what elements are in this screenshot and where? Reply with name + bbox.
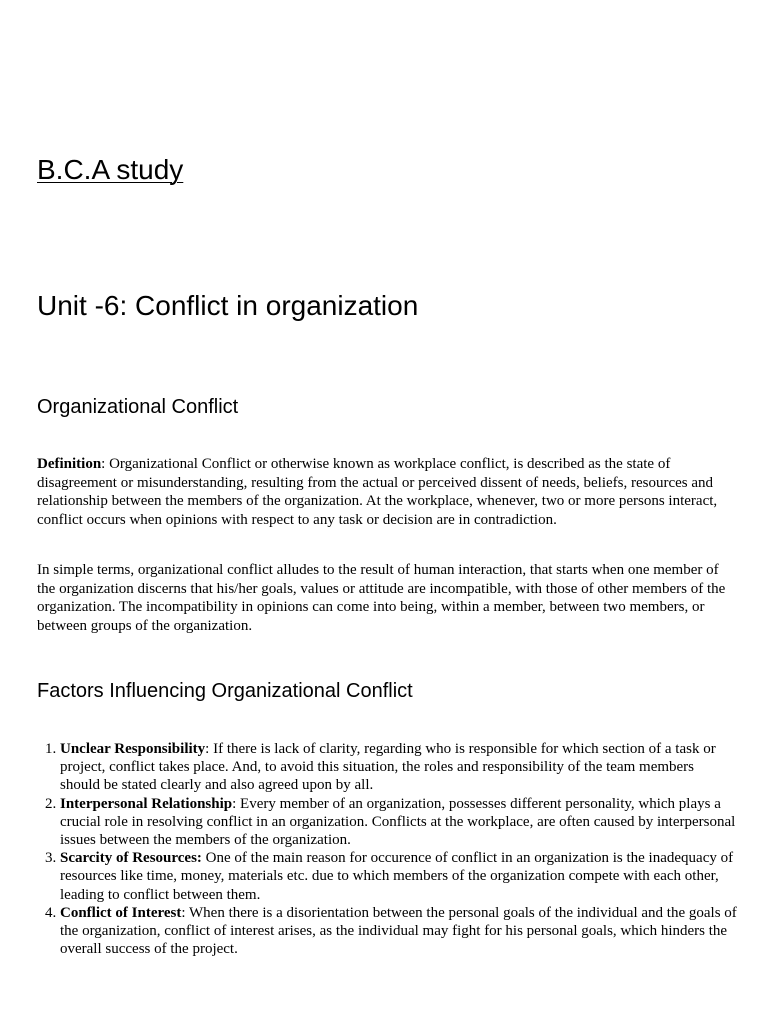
- factor-item-interpersonal-relationship: [60, 795, 737, 850]
- definition-paragraph: [37, 455, 737, 529]
- factor-text: : When there is a disorientation between the personal goals of the individual and the goals of the organization, conflict of interest arises, as the individual may fight for his personal goals, which hinders the overall success of the project.: [60, 904, 737, 958]
- factor-term: Unclear Responsibility: [60, 741, 206, 757]
- unit-title: Unit -6: Conflict in organization: [37, 290, 419, 321]
- section-heading-organizational-conflict: Organizational Conflict: [37, 396, 239, 418]
- factors-list: [37, 740, 737, 958]
- section-heading-factors: Factors Influencing Organizational Conflict: [37, 680, 413, 702]
- factor-term: Scarcity of Resources:: [60, 850, 202, 867]
- simple-terms-paragraph: In simple terms, organizational conflict alludes to the result of human interaction, that starts when one member of the organization discerns that his/her goals, values or attitude are incompatible, with those of other members of the organization. The incompatibility in opinions can come into being, within a member, between two members, or between groups of the organization.: [37, 562, 726, 634]
- definition-term: Definition: [37, 456, 102, 472]
- factor-term: Interpersonal Relationship: [60, 795, 233, 812]
- factor-item-scarcity-of-resources: [60, 849, 737, 904]
- factor-text: : Every member of an organization, possesses different personality, which plays a crucial role in resolving conflict in an organization. Conflicts at the workplace, are often caused by interpersonal issues between the members of the organization.: [60, 795, 736, 849]
- factor-item-conflict-of-interest: [60, 904, 737, 959]
- factor-text: One of the main reason for occurence of conflict in an organization is the inadequacy of resources like time, money, materials etc. due to which members of the organization compete with each other, leading to conflict between them.: [60, 850, 734, 903]
- definition-text: : Organizational Conflict or otherwise known as workplace conflict, is described as the state of disagreement or misunderstanding, resulting from the actual or perceived dissent of needs, beliefs, resources and relationship between the members of the organization. At the workplace, whenever, two or more persons interact, conflict occurs when opinions with respect to any task or decision are in contradiction.: [37, 456, 718, 528]
- factor-term: Conflict of Interest: [60, 904, 182, 921]
- site-title[interactable]: B.C.A study: [37, 154, 184, 185]
- factor-text: : If there is lack of clarity, regarding who is responsible for which section of a task or project, conflict takes place. And, to avoid this situation, the roles and responsibility of the team members should be stated clearly and also agreed upon by all.: [60, 741, 716, 794]
- factor-item-unclear-responsibility: [60, 740, 737, 795]
